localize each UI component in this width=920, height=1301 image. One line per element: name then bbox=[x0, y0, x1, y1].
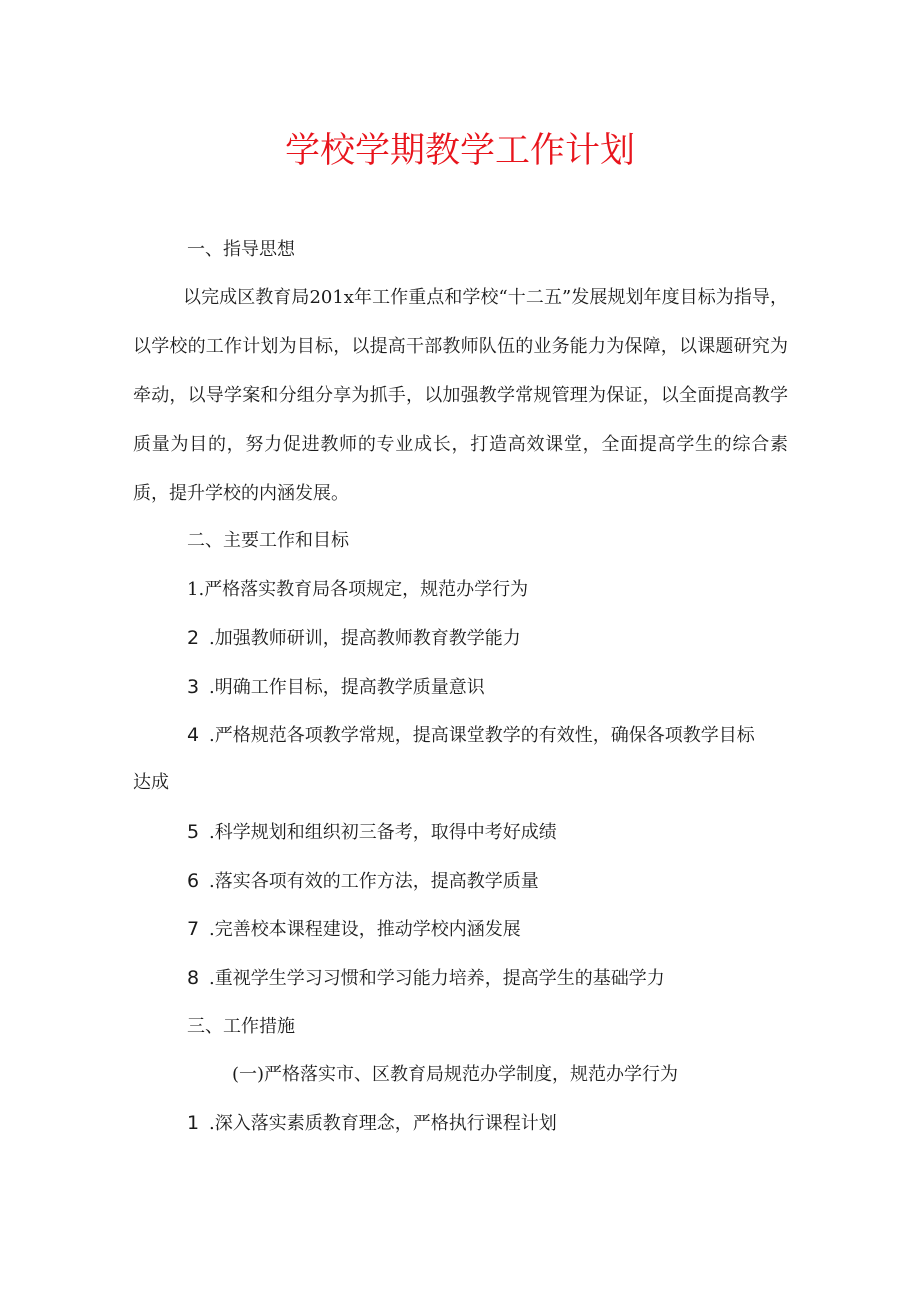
section-3-subheading: (一)严格落实市、区教育局规范办学制度，规范办学行为 bbox=[232, 1064, 679, 1085]
list-item-number: 1 bbox=[187, 1112, 200, 1134]
list-item bbox=[187, 965, 665, 992]
list-item bbox=[187, 722, 755, 749]
list-item-text: .落实各项有效的工作方法，提高教学质量 bbox=[209, 871, 539, 892]
section-1-paragraph: 以完成区教育局201x年工作重点和学校“十二五”发展规划年度目标为指导，以学校的工作计划为目标，以提高干部教师队伍的业务能力为保障，以课题研究为牵动，以导学案和分组分享为抓手，以加强教学常规管理为保证，以全面提高教学质量为目的，努力促进教师的专业成长，打造高效课堂，全面提高学生的综合素质，提升学校的内涵发展。 bbox=[133, 287, 788, 504]
list-item-text: 达成 bbox=[133, 772, 169, 793]
list-item-text: 严格落实教育局各项规定，规范办学行为 bbox=[204, 579, 529, 600]
list-item-number: 7 bbox=[187, 918, 200, 940]
document-title: 学校学期教学工作计划 bbox=[284, 131, 635, 171]
section-2-heading: 二、主要工作和目标 bbox=[187, 530, 349, 551]
list-item bbox=[187, 625, 521, 652]
list-item bbox=[187, 674, 485, 701]
list-item-continuation bbox=[133, 770, 169, 796]
list-item-number: 2 bbox=[187, 627, 200, 649]
section-3-heading: 三、工作措施 bbox=[187, 1016, 295, 1037]
list-item-text: .重视学生学习习惯和学习能力培养，提高学生的基础学力 bbox=[209, 968, 665, 989]
list-item bbox=[187, 577, 528, 603]
list-item-text: .明确工作目标，提高教学质量意识 bbox=[209, 677, 485, 698]
list-item-number: 1. bbox=[187, 579, 205, 600]
list-item bbox=[187, 1110, 557, 1137]
section-1-heading: 一、指导思想 bbox=[187, 239, 295, 260]
list-item-text: .科学规划和组织初三备考，取得中考好成绩 bbox=[209, 822, 557, 843]
list-item-number: 6 bbox=[187, 870, 200, 892]
list-item-number: 3 bbox=[187, 676, 200, 698]
list-item bbox=[187, 916, 521, 943]
list-item-number: 4 bbox=[187, 724, 200, 746]
list-item-text: .加强教师研训，提高教师教育教学能力 bbox=[209, 628, 521, 649]
list-item-text: .严格规范各项教学常规，提高课堂教学的有效性，确保各项教学目标 bbox=[209, 725, 755, 746]
list-item-text: .完善校本课程建设，推动学校内涵发展 bbox=[209, 919, 521, 940]
list-item-number: 5 bbox=[187, 821, 200, 843]
list-item bbox=[187, 819, 557, 846]
list-item-number: 8 bbox=[187, 967, 200, 989]
list-item bbox=[187, 868, 539, 895]
list-item-text: .深入落实素质教育理念，严格执行课程计划 bbox=[209, 1113, 557, 1134]
